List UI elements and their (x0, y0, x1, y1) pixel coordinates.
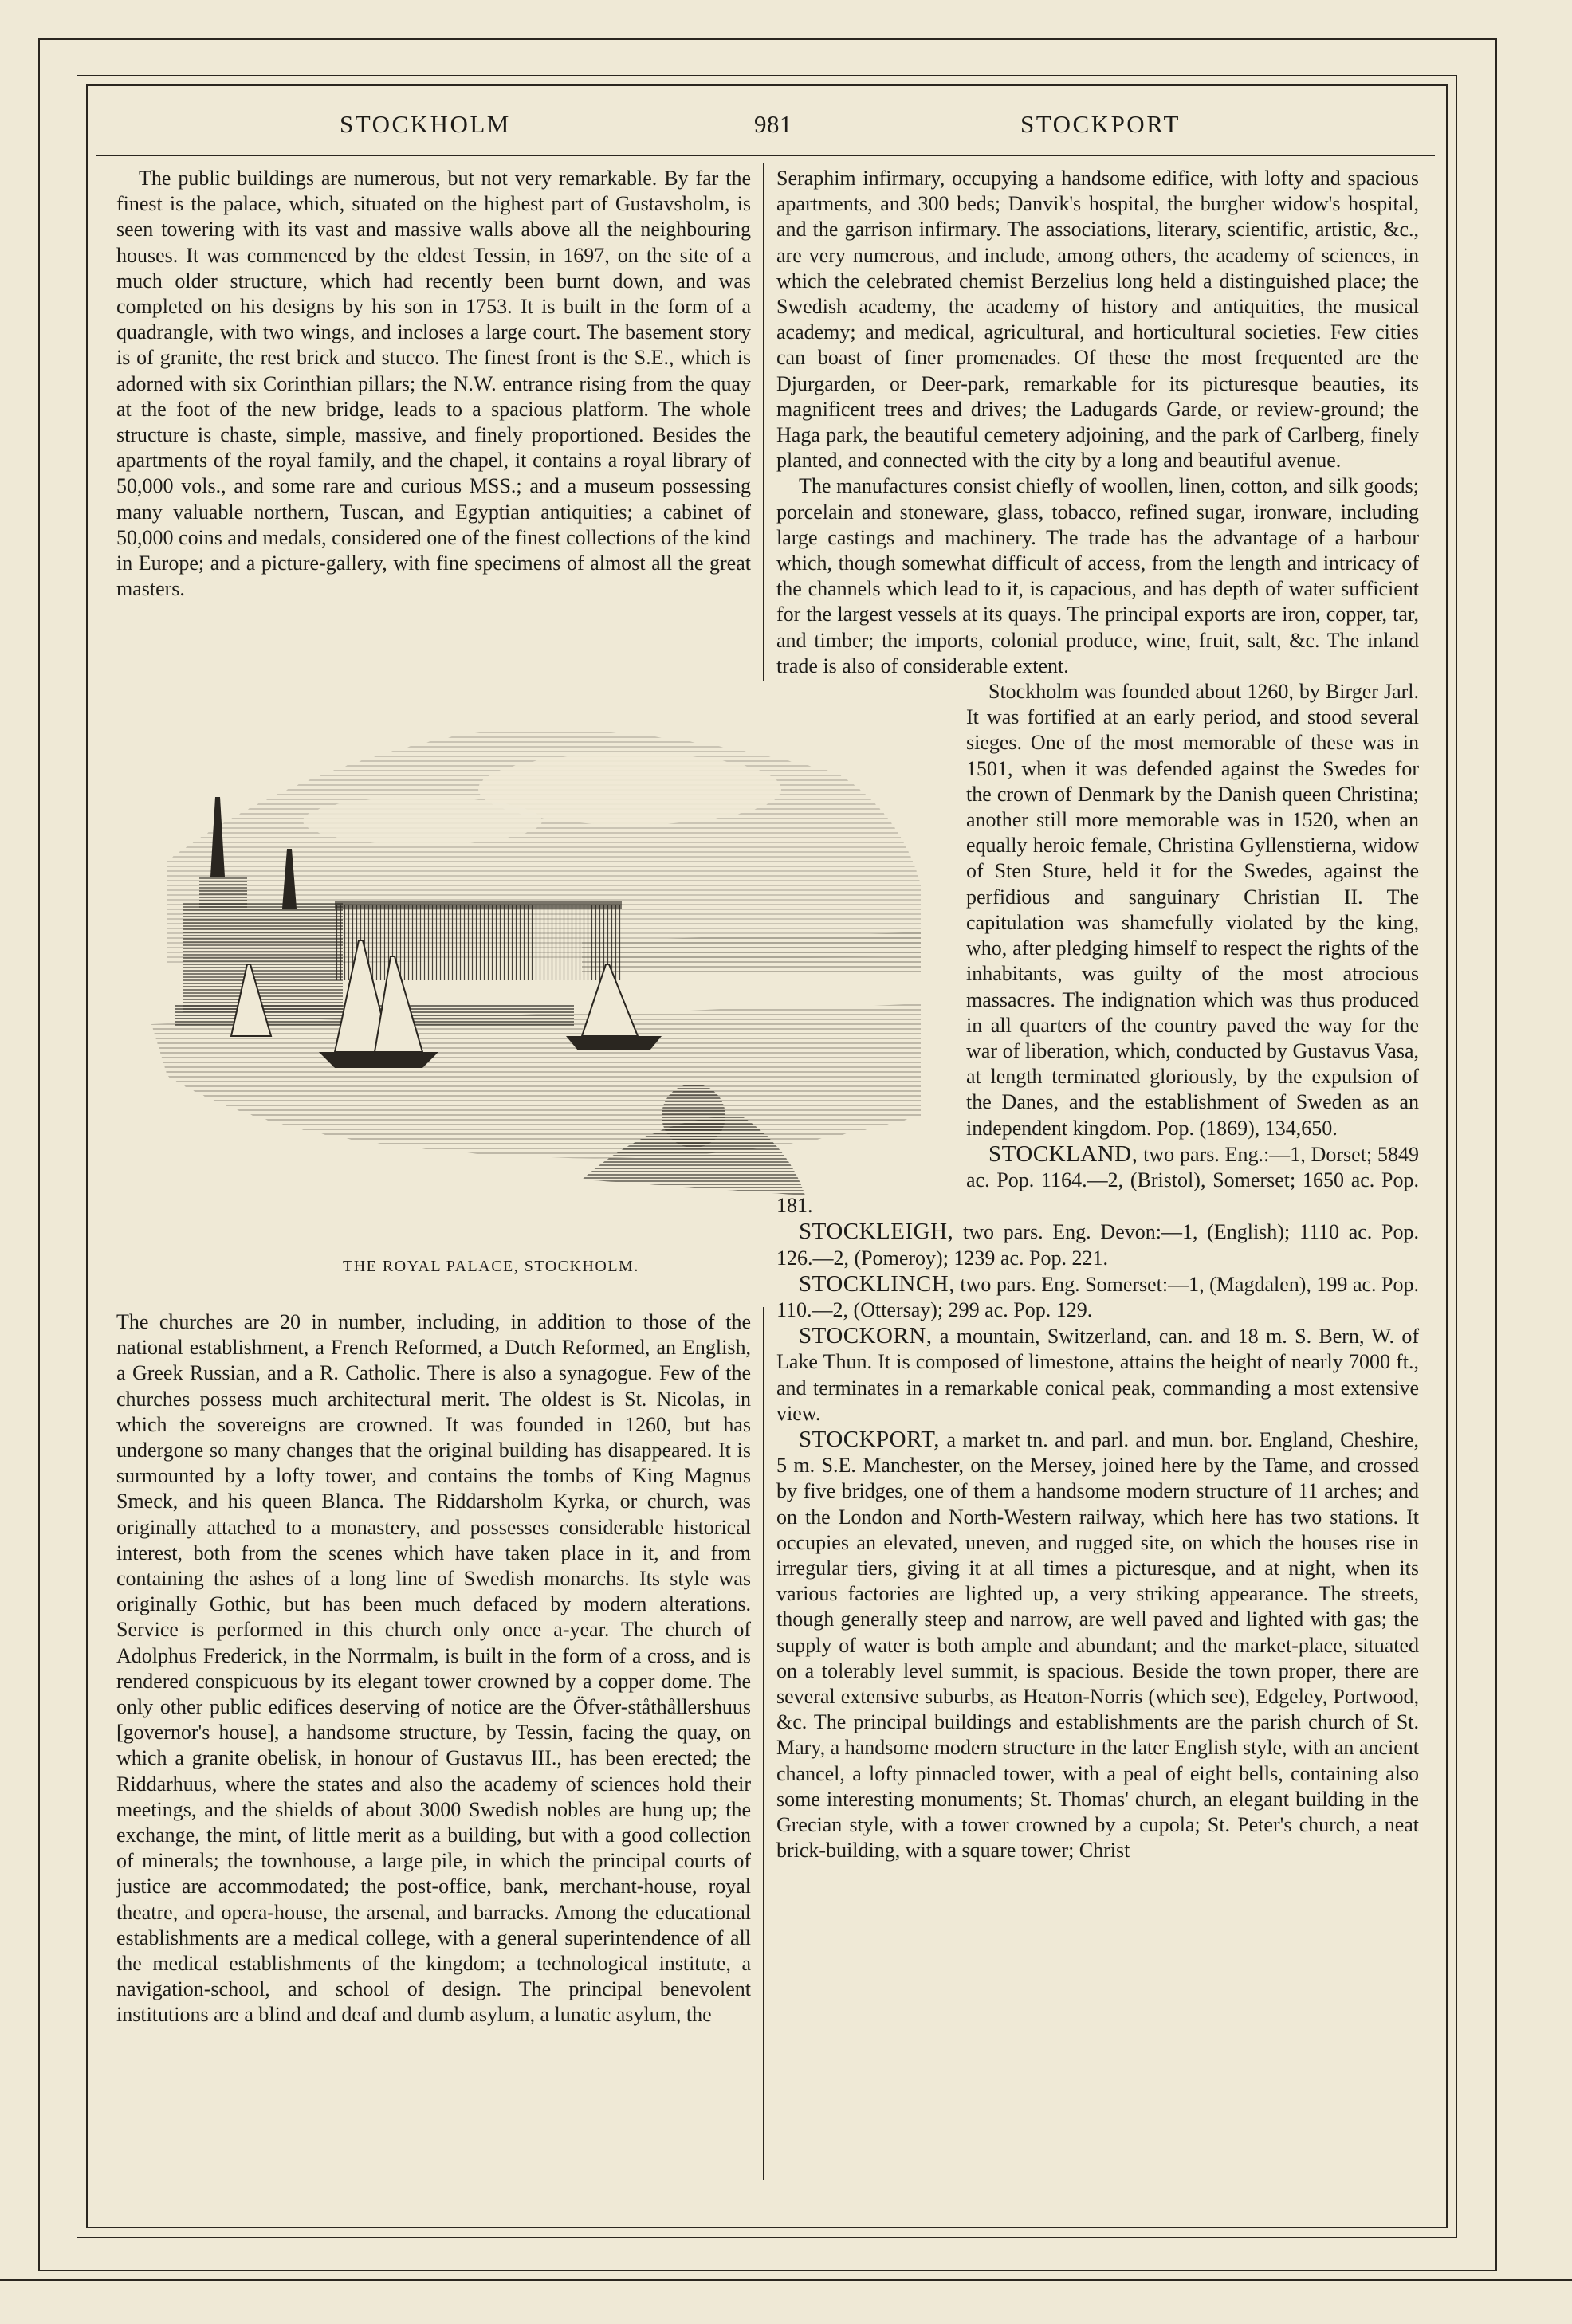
manufactures-text: The manufactures consist chiefly of woollen, linen, cotton, and silk goods; porcelain and stoneware, glass, tobacco, refined sugar, ironware, including large castings and machinery. The trade has the advantage of a harbour which, though somewhat difficult of access, from the length and intricacy of the channels which lead to it, is capacious, and has depth of water sufficient for the largest vessels at its quays. The principal exports are iron, copper, tar, and timber; the imports, colonial produce, wine, fruit, salt, &c. The inland trade is also of considerable extent. (776, 474, 1419, 677)
entry-stockport-text: a market tn. and parl. and mun. bor. England, Cheshire, 5 m. S.E. Manchester, on the Mersey, joined here by the Tame, and crossed by five bridges, one of them a handsome modern structure of 11 arches; and on the London and North-Western railway, which here has two stations. It occupies an elevated, uneven, and rugged site, on which the houses rise in irregular tiers, giving it at all times a picturesque, and at night, when its various factories are lighted up, a very striking appearance. The streets, though generally steep and narrow, are well paved and lighted with gas; the supply of water is both ample and abundant; and the market-place, situated on a tolerably level summit, is spacious. Beside the town proper, there are several extensive suburbs, as Heaton-Norris (which see), Edgeley, Portwood, &c. The principal buildings and establishments are the parish church of St. Mary, a handsome modern structure in the later English style, with an ancient chancel, a lofty pinnacled tower, with a peal of eight bells, containing also some interesting monuments; St. Thomas' church, an elegant building in the Grecian style, with a tower crowned by a cupola; St. Peter's church, a neat brick-building, with a square tower; Christ (776, 1427, 1419, 1863)
manufactures-paragraph (776, 473, 1419, 679)
column-rule-lower (763, 1307, 764, 2180)
palace-paragraph: The public buildings are numerous, but not very remarkable. By far the finest is the palace, which, situated on the highest part of Gustavsholm, is seen towering with its vast and massive walls above all the neighbouring houses. It was commenced by the eldest Tessin, in 1697, on the site of a much older structure, which had recently been burnt down, and was completed on his designs by his son in 1753. It is built in the form of a quadrangle, with two wings, and incloses a large court. The basement story is of granite, the rest brick and stucco. The finest front is the S.E., which is adorned with six Corinthian pillars; the N.W. entrance rising from the quay at the foot of the new bridge, leads to a spacious platform. The whole structure is chaste, simple, massive, and finely proportioned. Besides the apartments of the royal family, and the chapel, it contains a royal library of 50,000 vols., and some rare and curious MSS.; and a museum possessing many valuable northern, Tuscan, and Egyptian antiquities; a cabinet of 50,000 coins and medals, considered one of the finest collections of the kind in Europe; and a picture-gallery, with fine specimens of almost all the great masters. (116, 167, 751, 601)
header-rule (96, 155, 1435, 156)
headword-stockport: STOCKPORT, (799, 1426, 941, 1452)
page-edge-line (0, 2279, 1572, 2281)
figure-wrap-spacer (776, 679, 966, 1181)
entry-stockport (776, 1427, 1419, 1863)
header-right-word: STOCKPORT (1020, 110, 1181, 138)
entry-stockleigh (776, 1219, 1419, 1270)
headword-stockland: STOCKLAND, (988, 1140, 1138, 1167)
column-rule-upper (763, 163, 764, 681)
institutions-paragraph: Seraphim infirmary, occupying a handsome edifice, with lofty and spacious apartments, and 300 beds; Danvik's hospital, the burgher widow's hospital, and the garrison infirmary. The associations, literary, scientific, artistic, &c., are very numerous, and include, among others, the academy of sciences, in which the celebrated chemist Berzelius long held a distinguished place; the Swedish academy, the academy of history and antiquities, the musical academy; and medical, agricultural, and horticultural societies. Few cities can boast of finer promenades. Of these the most frequented are the Djurgarden, or Deer-park, remarkable for its picturesque beauties, its magnificent trees and drives; the Ladugards Garde, or review-ground; the Haga park, the beautiful cemetery adjoining, and the park of Carlberg, finely planted, and connected with the city by a long and beautiful avenue. (776, 167, 1419, 473)
entry-stockorn-text: a mountain, Switzerland, can. and 18 m. S. Bern, W. of Lake Thun. It is composed of limestone, attains the height of nearly 7000 ft., and terminates in a remarkable conical peak, commanding a most extensive view. (776, 1325, 1419, 1425)
figure-caption: THE ROYAL PALACE, STOCKHOLM. (343, 1258, 639, 1275)
left-column-bottom (116, 1309, 751, 2028)
right-column (776, 166, 1419, 1863)
headword-stockorn: STOCKORN, (799, 1323, 933, 1349)
headword-stocklinch: STOCKLINCH, (799, 1270, 955, 1297)
entry-stockland-text: two pars. Eng.:—1, Dorset; 5849 ac. Pop. 1164.—2, (Bristol), Somerset; 1650 ac. Pop. 181. (776, 1142, 1419, 1218)
running-header (96, 110, 1435, 150)
header-left-word: STOCKHOLM (340, 110, 511, 138)
page-number: 981 (754, 110, 792, 138)
entry-stocklinch (776, 1271, 1419, 1323)
entry-stockorn (776, 1323, 1419, 1427)
history-paragraph: Stockholm was founded about 1260, by Birger Jarl. It was fortified at an early period, and stood several sieges. One of the most memorable of these was in 1501, when it was defended against the Swedes for the crown of Denmark by the Danish queen Christina; another still more memorable was in 1520, when an equally heroic female, Christina Gyllenstierna, widow of Sten Sture, held it for the Swedes, against the perfidious and sanguinary Christian II. The capitulation was shamefully violated by the king, who, after pledging himself to respect the rights of the inhabitants, was guilty of the most atrocious massacres. The indignation which was thus produced in all quarters of the country paved the way for the war of liberation, which, conducted by Gustavus Vasa, at length terminated gloriously, by the expulsion of the Danes, and the establishment of Sweden as an independent kingdom. Pop. (1869), 134,650. (966, 680, 1419, 1140)
headword-stockleigh: STOCKLEIGH, (799, 1219, 954, 1245)
entry-stockleigh-text: two pars. Eng. Devon:—1, (English); 1110 ac. Pop. 126.—2, (Pomeroy); 1239 ac. Pop. 221. (776, 1220, 1419, 1270)
churches-paragraph: The churches are 20 in number, including, in addition to those of the national establishment, a French Reformed, a Dutch Reformed, an English, a Greek Russian, and a R. Catholic. There is also a synagogue. Few of the churches possess much architectural merit. The oldest is St. Nicolas, in which the sovereigns are crowned. It was founded in 1260, but has undergone so many changes that the original building has disappeared. It is surmounted by a lofty tower, and contains the tombs of King Magnus Smeck, and his queen Blanca. The Riddarsholm Kyrka, or church, was originally attached to a monastery, and possesses considerable historical interest, both from the scenes which have taken place in it, and from containing the ashes of a long line of Swedish monarchs. Its style was originally Gothic, but has been much defaced by modern alterations. Service is performed in this church only once a-year. The church of Adolphus Frederick, in the Norrmalm, is built in the form of a cross, and is rendered conspicuous by its elegant tower crowned by a copper dome. The only other public edifices deserving of notice are the Öfver-ståthållershuus [governor's house], a handsome structure, by Tessin, facing the quay, on which a granite obelisk, in honour of Gustavus III., has been erected; the Riddarhuus, where the states and also the academy of sciences hold their meetings, and the shields of about 3000 Swedish nobles are hung up; the exchange, the mint, of little merit as a building, but with a good collection of minerals; the townhouse, a large pile, in which the principal courts of justice are accommodated; the post-office, bank, merchant-house, royal theatre, and opera-house, the arsenal, and barracks. Among the educational establishments are a medical college, with a general superintendence of all the medical establishments of the kingdom; a technological institute, a navigation-school, and school of design. The principal benevolent institutions are a blind and deaf and dumb asylum, a lunatic asylum, the (116, 1310, 751, 2027)
left-column-top (116, 166, 751, 602)
entry-stocklinch-text: two pars. Eng. Somerset:—1, (Magdalen), 199 ac. Pop. 110.—2, (Ottersay); 299 ac. Pop. 129. (776, 1272, 1419, 1321)
